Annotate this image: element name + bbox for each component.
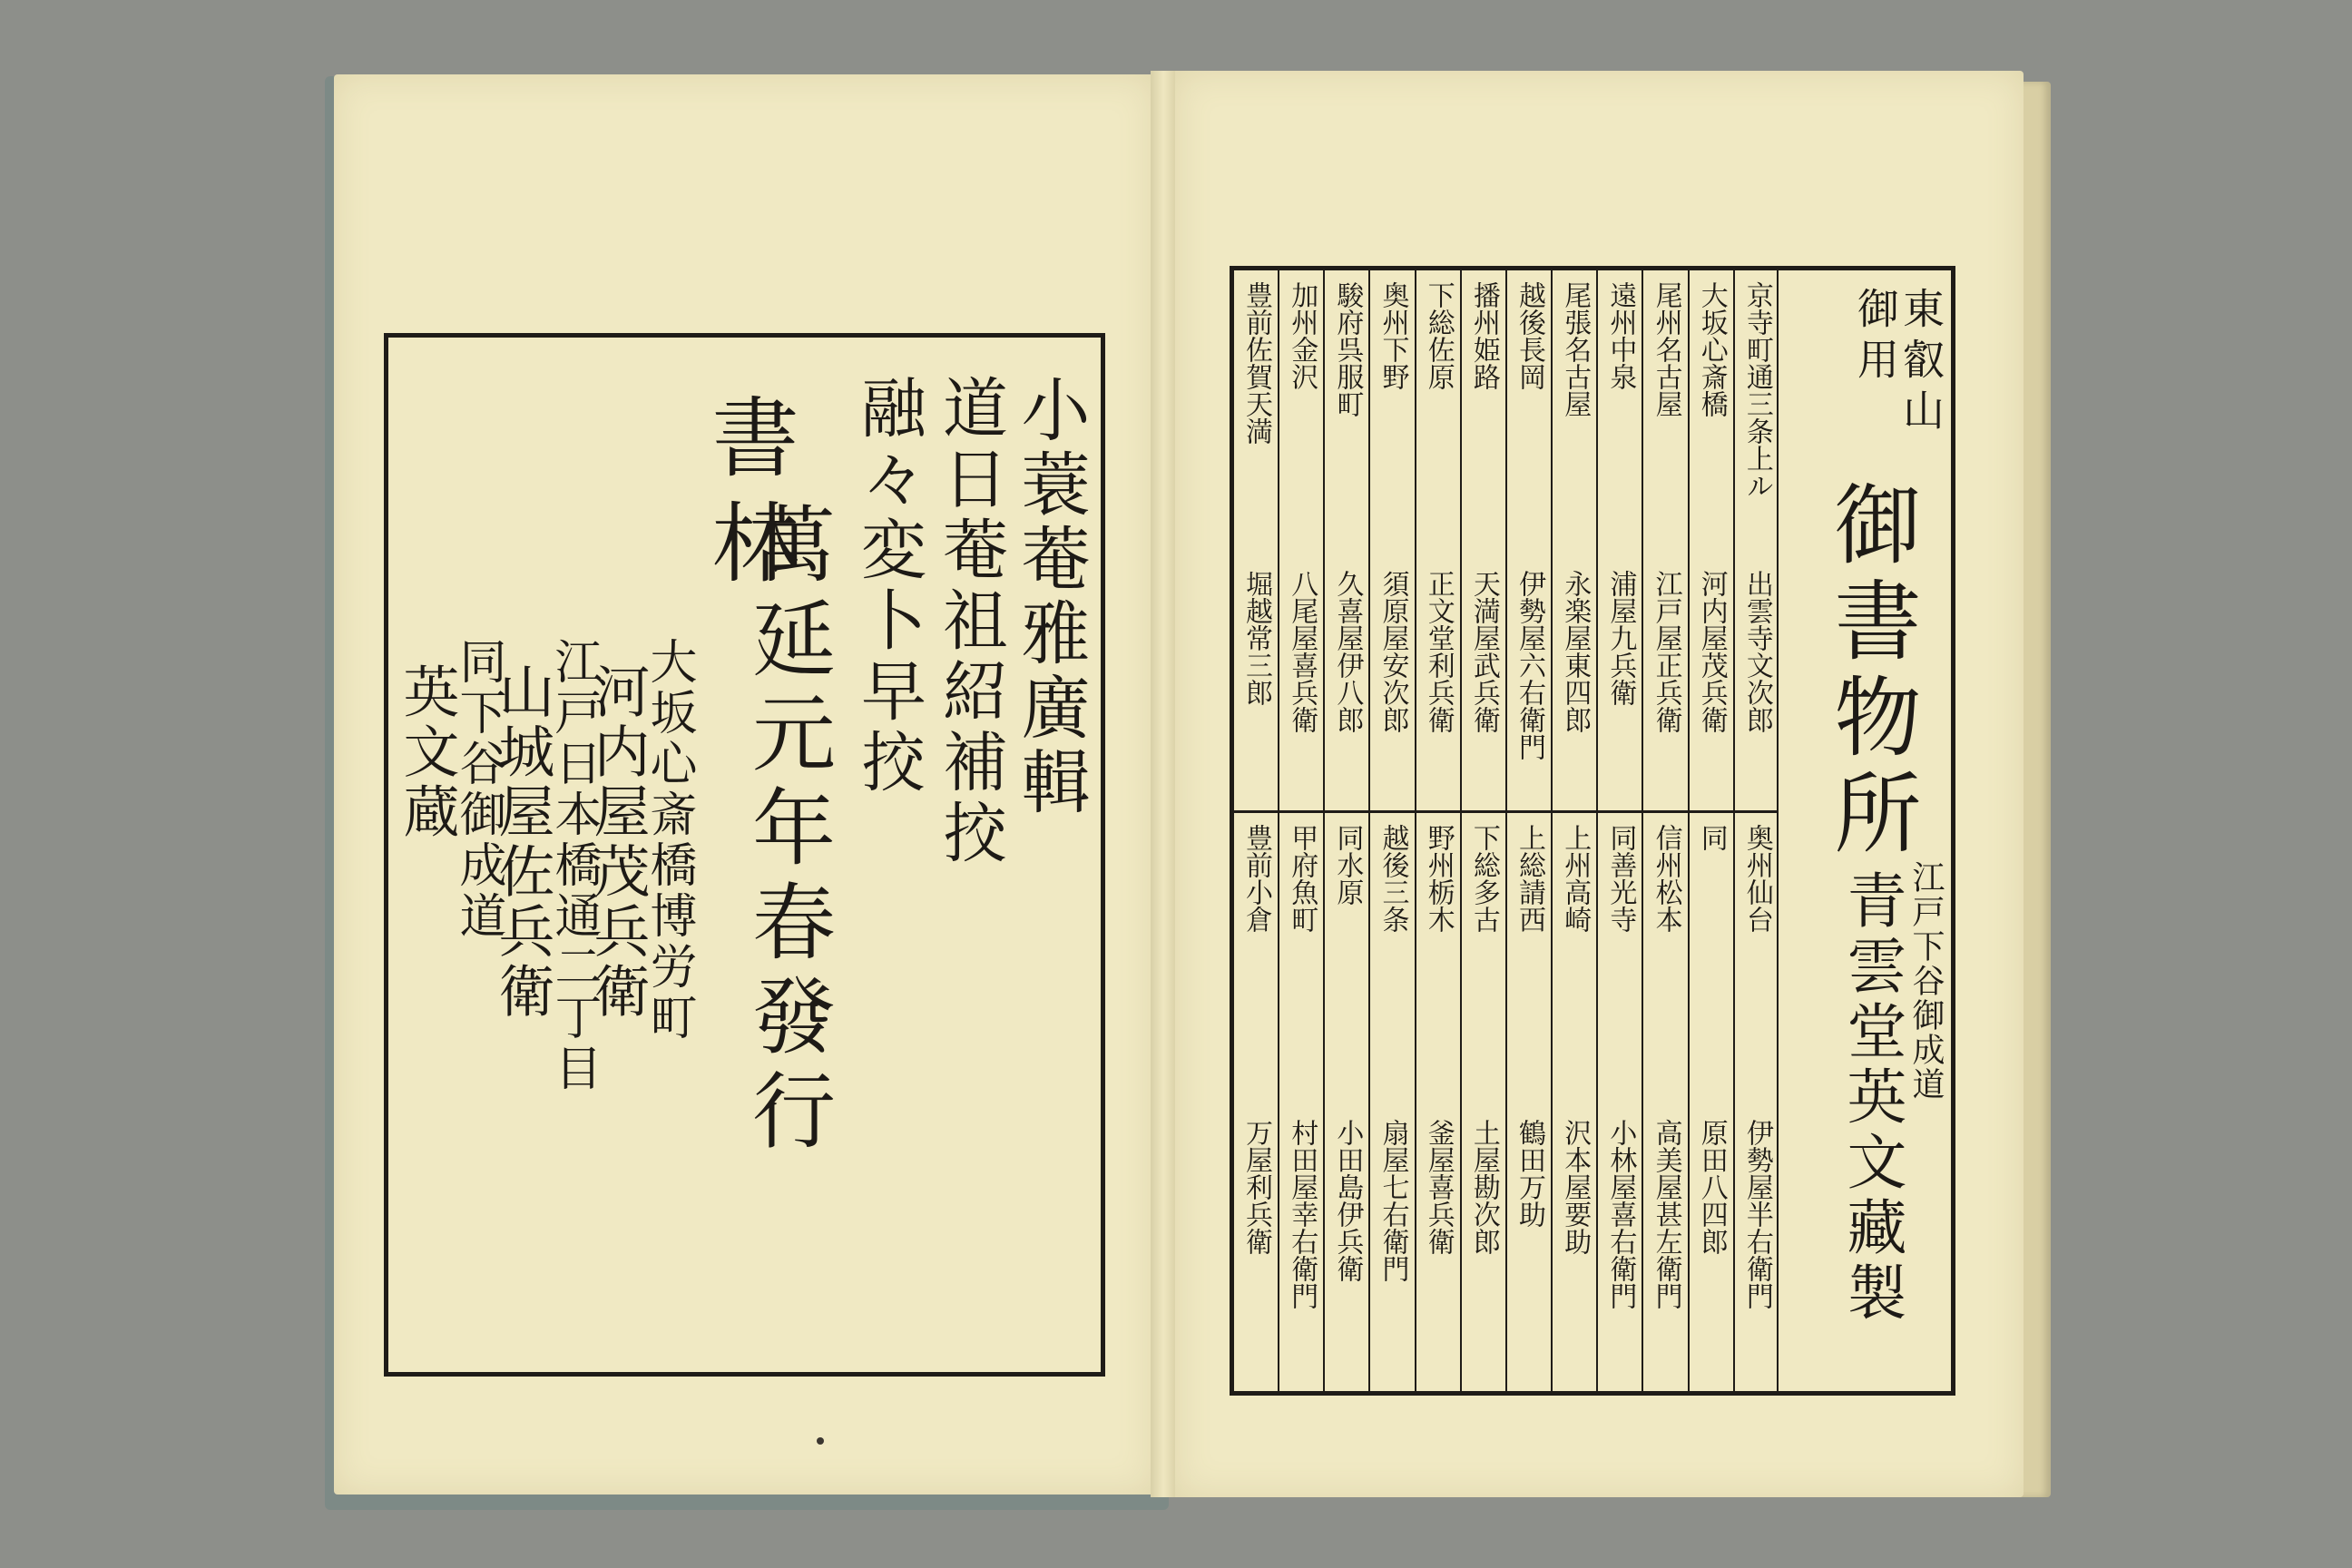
bookseller-place: 甲府魚町: [1286, 824, 1318, 933]
header-publisher: 青雲堂英文藏製: [1837, 869, 1906, 1327]
bookseller-place: 奥州仙台: [1740, 824, 1773, 933]
publisher-entry: [584, 637, 696, 1044]
bookseller-name: 小田島伊兵衛: [1331, 1119, 1364, 1282]
list-column: [1505, 270, 1551, 1391]
publisher-heading: 書林: [698, 392, 799, 603]
right-page: [1175, 71, 2024, 1497]
bookseller-name: 久喜屋伊八郎: [1331, 570, 1364, 733]
bookseller-place: 上総請西: [1514, 824, 1546, 933]
bookseller-name: 原田八四郎: [1695, 1119, 1728, 1255]
list-column: [1368, 270, 1414, 1391]
bookseller-name: 江戸屋正兵衛: [1650, 570, 1682, 733]
bookseller-name: 扇屋七右衛門: [1377, 1119, 1409, 1282]
publisher-name: 英文蔵: [394, 662, 460, 842]
bookseller-name: 出雲寺文次郎: [1740, 570, 1773, 733]
bookseller-name: 伊勢屋六右衛門: [1514, 570, 1546, 760]
publisher-entry: [394, 637, 505, 942]
bookseller-name: 釜屋喜兵衛: [1422, 1119, 1455, 1255]
bookseller-place: 加州金沢: [1286, 281, 1318, 390]
bookseller-place: 下総多古: [1467, 824, 1500, 933]
bookseller-place: 大坂心斎橋: [1695, 281, 1728, 417]
bookseller-name: 土屋勘次郎: [1467, 1119, 1500, 1255]
bookseller-name: 正文堂利兵衛: [1422, 570, 1455, 733]
list-column: [1642, 270, 1687, 1391]
list-column: [1278, 270, 1323, 1391]
bookseller-place: 奥州下野: [1377, 281, 1409, 390]
bookseller-name: 堀越常三郎: [1240, 570, 1273, 706]
publisher-name: 河内屋茂兵衛: [584, 662, 651, 1022]
bookseller-name: 浦屋九兵衛: [1604, 570, 1637, 706]
publisher-name: 山城屋佐兵衛: [489, 662, 555, 1022]
bookseller-place: 上州高崎: [1559, 824, 1592, 933]
bookseller-place: 豊前佐賀天満: [1240, 281, 1273, 445]
bookseller-place: 駿府呉服町: [1331, 281, 1364, 417]
bookseller-columns: [1234, 270, 1779, 1391]
list-column: [1415, 270, 1460, 1391]
list-column: [1551, 270, 1596, 1391]
bookseller-place: 越後三条: [1377, 824, 1409, 933]
bookseller-place: 尾州名古屋: [1650, 281, 1682, 417]
list-column: [1596, 270, 1642, 1391]
bookseller-name: 伊勢屋半右衛門: [1740, 1119, 1773, 1309]
bookseller-place: 京寺町通三条上ル: [1740, 281, 1773, 499]
list-column: [1460, 270, 1505, 1391]
publisher-place: 同下谷御成道: [451, 637, 505, 942]
bookseller-name: 村田屋幸右衛門: [1286, 1119, 1318, 1309]
bookseller-place: 同: [1695, 824, 1728, 851]
bookseller-name: 天満屋武兵衛: [1467, 570, 1500, 733]
bookseller-place: 豊前小倉: [1240, 824, 1273, 933]
bookseller-name: 高美屋甚左衛門: [1650, 1119, 1682, 1309]
bookseller-place: 野州栃木: [1422, 824, 1455, 933]
header-address: 江戸下谷御成道: [1907, 860, 1945, 1102]
bookseller-place: 尾張名古屋: [1559, 281, 1592, 417]
list-column: [1733, 270, 1779, 1391]
left-page: [334, 74, 1155, 1494]
bookseller-name: 河内屋茂兵衛: [1695, 570, 1728, 733]
list-column: [1323, 270, 1368, 1391]
ink-dot: [817, 1437, 824, 1445]
bookseller-place: 遠州中泉: [1604, 281, 1637, 390]
bookseller-name: 鶴田万助: [1514, 1119, 1546, 1228]
header-title: 御書物所: [1820, 479, 1922, 864]
bookseller-place: 信州松本: [1650, 824, 1682, 933]
publisher-place: 江戸日本橋通二丁目: [546, 637, 601, 1094]
open-book: [318, 64, 2051, 1515]
bookseller-name: 小林屋喜右衛門: [1604, 1119, 1637, 1309]
bookseller-name: 須原屋安次郎: [1377, 570, 1409, 733]
bookseller-name: 沢本屋要助: [1559, 1119, 1592, 1255]
bookseller-place: 越後長岡: [1514, 281, 1546, 390]
bookseller-name: 万屋利兵衛: [1240, 1119, 1273, 1255]
bookseller-list-frame: [1230, 266, 1955, 1396]
bookseller-place: 同善光寺: [1604, 824, 1637, 933]
bookseller-place: 下総佐原: [1422, 281, 1455, 390]
bookseller-name: 永楽屋東四郎: [1559, 570, 1592, 733]
bookseller-name: 八尾屋喜兵衛: [1286, 570, 1318, 733]
colophon-title: 小蓑菴雅廣輯: [1010, 374, 1091, 820]
colophon-date: 萬延元年春發行: [739, 501, 836, 1161]
list-header: [1777, 270, 1951, 1391]
list-column: [1688, 270, 1733, 1391]
bookseller-place: 同水原: [1331, 824, 1364, 906]
bookseller-place: 播州姫路: [1467, 281, 1500, 390]
colophon-line-3: 融々変卜早挍: [850, 374, 926, 799]
publisher-place: 大坂心斎橋博労町: [642, 637, 696, 1044]
publisher-entry: [489, 637, 601, 1094]
colophon-line-2: 道日菴祖紹補挍: [932, 374, 1008, 869]
header-official: 御用: [1851, 287, 1900, 388]
colophon-frame: [384, 333, 1105, 1377]
header-temple: 東叡山: [1896, 287, 1945, 439]
list-column: [1234, 270, 1278, 1391]
